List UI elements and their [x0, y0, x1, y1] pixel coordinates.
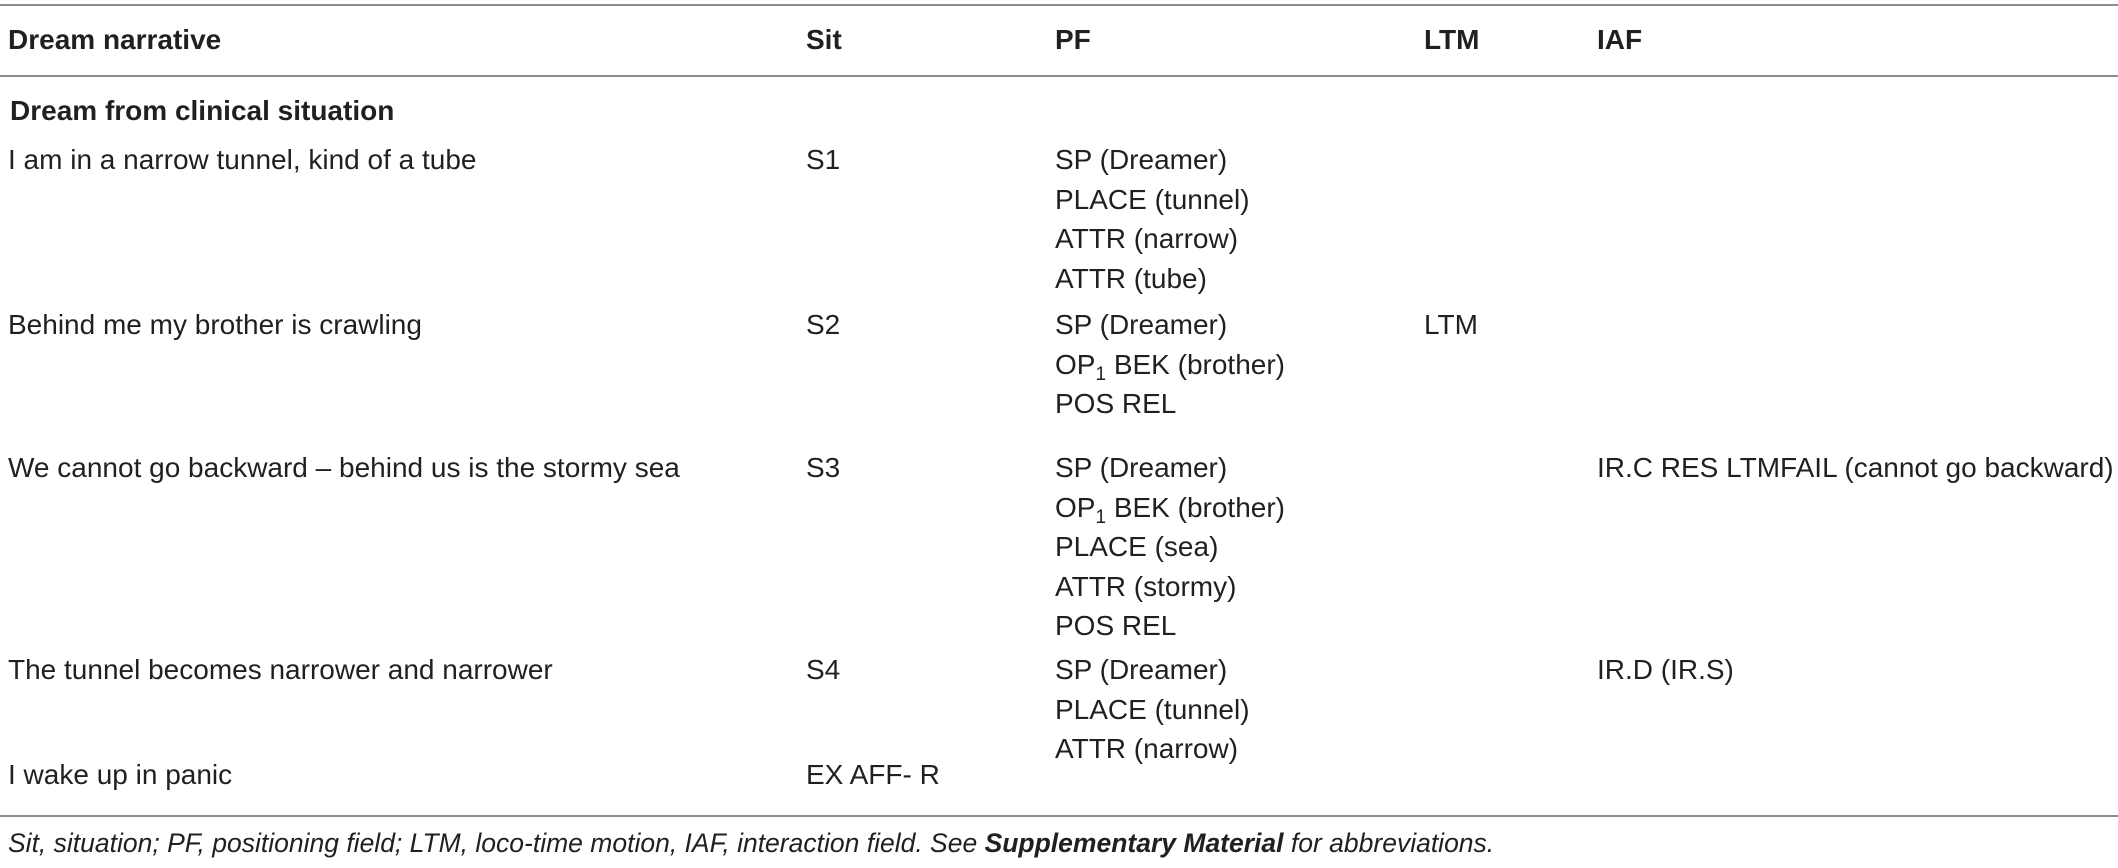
header-ltm: LTM	[1424, 24, 1480, 55]
narrative-cell: The tunnel becomes narrower and narrower	[8, 654, 553, 685]
pf-line	[1055, 488, 1285, 528]
section-title: Dream from clinical situation	[10, 95, 395, 126]
pf-line: ATTR (tube)	[1055, 262, 1207, 294]
iaf-cell: IR.D (IR.S)	[1597, 654, 1734, 685]
pf-term-rest: BEK (brother)	[1106, 348, 1285, 380]
pf-line: POS REL	[1055, 610, 1177, 641]
sit-cell: EX AFF- R	[806, 759, 940, 790]
footnote-text: Sit, situation; PF, positioning field; LTM, loco-time motion, IAF, interaction field. See	[8, 828, 985, 858]
pf-line: SP (Dreamer)	[1055, 452, 1228, 483]
table-footnote	[8, 826, 1494, 860]
sit-cell: S4	[806, 654, 841, 685]
pf-line: ATTR (narrow)	[1055, 223, 1239, 254]
narrative-cell: I wake up in panic	[8, 759, 233, 790]
header-pf: PF	[1055, 24, 1091, 55]
pf-cell	[1055, 140, 1250, 298]
pf-term: OP	[1055, 491, 1096, 523]
pf-line: ATTR (stormy)	[1055, 570, 1237, 602]
narrative-cell: We cannot go backward – behind us is the stormy sea	[8, 452, 680, 483]
pf-line: PLACE (tunnel)	[1055, 693, 1250, 725]
sit-cell: S3	[806, 452, 841, 483]
pf-cell	[1055, 448, 1285, 646]
header-dream-narrative: Dream narrative	[8, 24, 222, 55]
iaf-cell: IR.C RES LTMFAIL (cannot go backward)	[1597, 452, 2114, 483]
footnote-text-end: for abbreviations.	[1283, 828, 1495, 858]
table-top-rule	[0, 4, 2118, 6]
pf-line: SP (Dreamer)	[1055, 309, 1228, 340]
header-rule	[0, 75, 2118, 77]
pf-term-rest: BEK (brother)	[1106, 491, 1285, 523]
sit-cell: S2	[806, 309, 841, 340]
pf-line: PLACE (sea)	[1055, 531, 1219, 562]
narrative-cell: I am in a narrow tunnel, kind of a tube	[8, 144, 477, 175]
supplementary-material-label: Supplementary Material	[984, 828, 1284, 858]
pf-line	[1055, 345, 1285, 385]
pf-line: SP (Dreamer)	[1055, 144, 1228, 175]
pf-line: PLACE (tunnel)	[1055, 183, 1250, 215]
ltm-cell: LTM	[1424, 309, 1478, 340]
pf-term: OP	[1055, 348, 1096, 380]
table-bottom-rule	[0, 815, 2118, 817]
pf-cell	[1055, 305, 1285, 424]
narrative-cell: Behind me my brother is crawling	[8, 309, 422, 340]
pf-line: SP (Dreamer)	[1055, 654, 1228, 685]
sit-cell: S1	[806, 144, 841, 175]
pf-subscript: 1	[1095, 506, 1107, 528]
pf-cell	[1055, 650, 1250, 769]
header-iaf: IAF	[1597, 24, 1643, 55]
header-sit: Sit	[806, 24, 842, 55]
pf-line: ATTR (narrow)	[1055, 733, 1239, 764]
pf-subscript: 1	[1095, 363, 1107, 385]
pf-line: POS REL	[1055, 388, 1177, 419]
